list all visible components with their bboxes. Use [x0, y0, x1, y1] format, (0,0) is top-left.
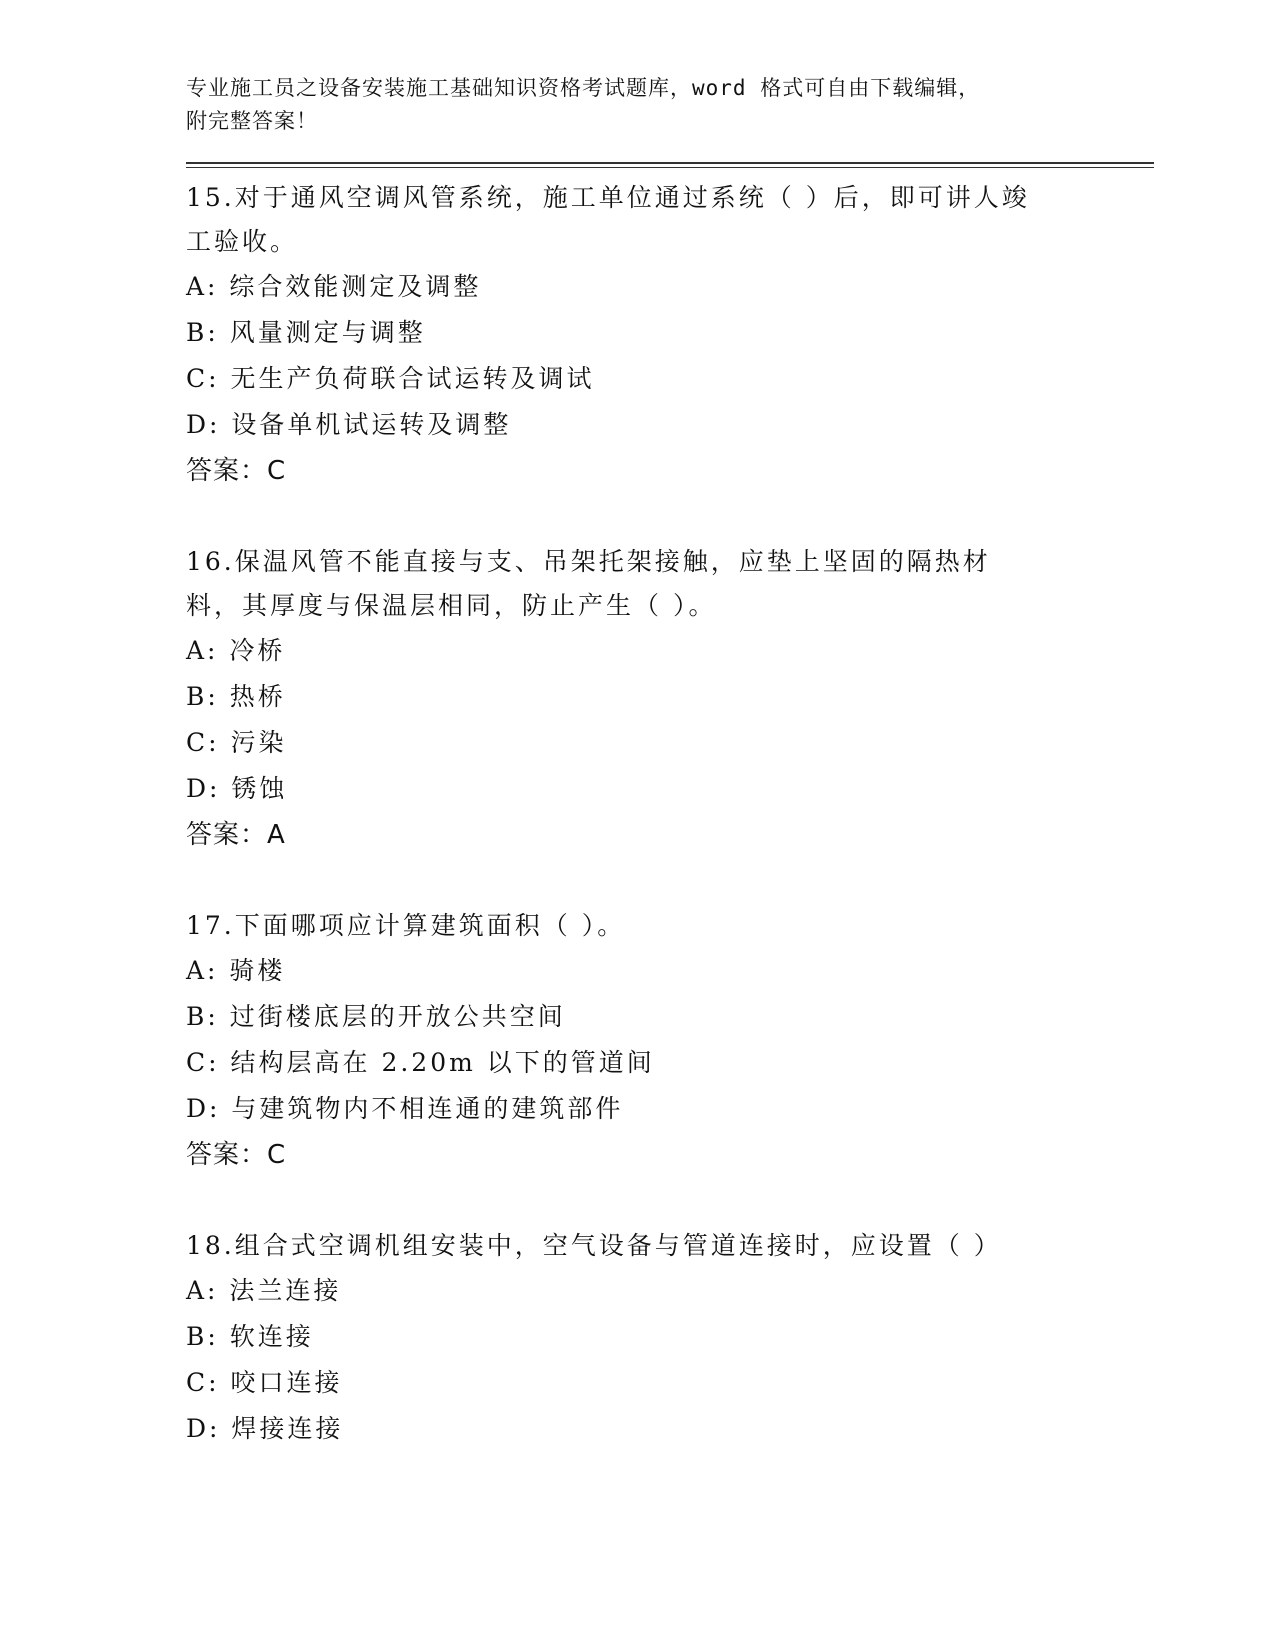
header-divider: [186, 162, 1154, 168]
option-d: D: 焊接连接: [186, 1414, 344, 1443]
option-c: C: 无生产负荷联合试运转及调试: [186, 364, 595, 393]
option-b: B: 过街楼底层的开放公共空间: [186, 1002, 566, 1031]
document-page: [186, 72, 1154, 1452]
question-stem: 15.对于通风空调风管系统，施工单位通过系统（ ）后，即可讲人竣工验收。: [186, 183, 1030, 256]
option-c: C: 咬口连接: [186, 1368, 343, 1397]
question-stem: 17.下面哪项应计算建筑面积（ ）。: [186, 911, 626, 940]
option-d: D: 锈蚀: [186, 774, 288, 803]
option-c: C: 结构层高在 2.20m 以下的管道间: [186, 1048, 655, 1077]
option-d: D: 与建筑物内不相连通的建筑部件: [186, 1094, 624, 1123]
option-a: A: 骑楼: [186, 956, 286, 985]
question-15: [186, 176, 1154, 494]
answer-label: 答案：C: [186, 1140, 287, 1170]
question-17: [186, 904, 1154, 1178]
option-a: A: 综合效能测定及调整: [186, 272, 482, 301]
option-d: D: 设备单机试运转及调整: [186, 410, 512, 439]
header-line-1: 专业施工员之设备安装施工基础知识资格考试题库，word 格式可自由下载编辑，: [186, 76, 981, 100]
option-a: A: 法兰连接: [186, 1276, 342, 1305]
option-a: A: 冷桥: [186, 636, 286, 665]
document-header: [186, 72, 1154, 138]
question-16: [186, 540, 1154, 858]
question-stem: 18.组合式空调机组安装中，空气设备与管道连接时，应设置（ ）: [186, 1231, 1002, 1260]
question-stem: 16.保温风管不能直接与支、吊架托架接触，应垫上坚固的隔热材料，其厚度与保温层相同，防止产生（ ）。: [186, 547, 991, 620]
answer-label: 答案：C: [186, 456, 287, 486]
header-line-2: 附完整答案！: [186, 109, 318, 133]
option-b: B: 软连接: [186, 1322, 314, 1351]
option-c: C: 污染: [186, 728, 287, 757]
answer-label: 答案：A: [186, 820, 286, 850]
option-b: B: 风量测定与调整: [186, 318, 426, 347]
option-b: B: 热桥: [186, 682, 286, 711]
question-18: [186, 1224, 1154, 1452]
